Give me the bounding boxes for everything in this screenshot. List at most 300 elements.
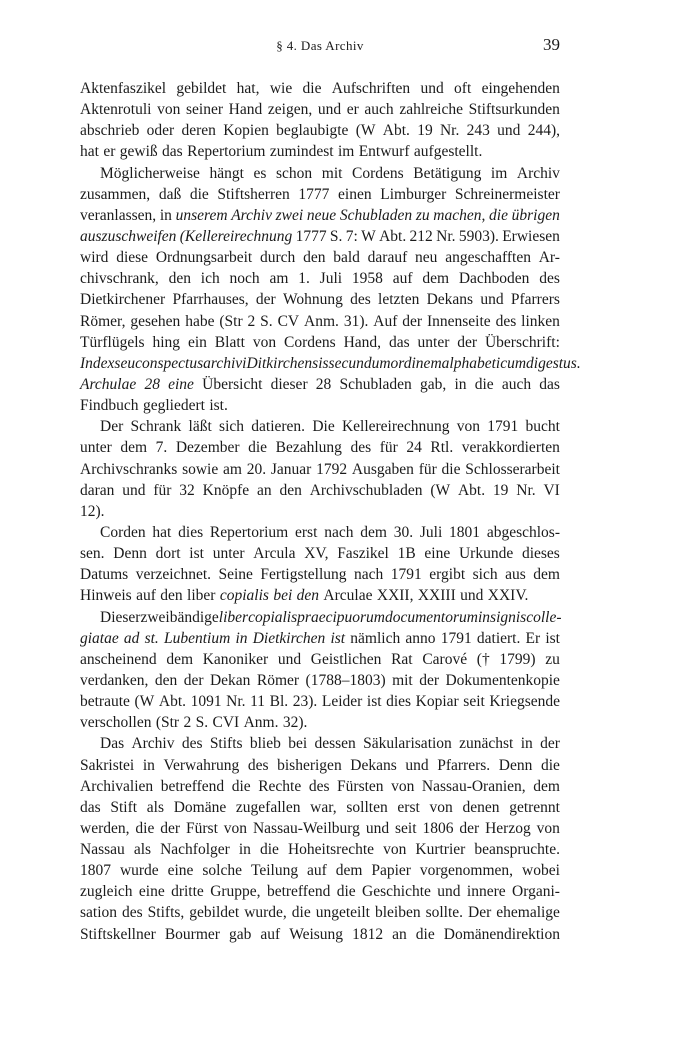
word: Denn	[498, 756, 533, 774]
word: Kanoniker	[202, 650, 269, 668]
word: sich	[472, 566, 498, 584]
word: und	[122, 481, 146, 499]
word: Domäne	[173, 798, 227, 816]
word: in	[159, 206, 172, 224]
word: 1777	[298, 185, 330, 203]
word: unserem	[175, 206, 228, 224]
text-line	[80, 141, 560, 162]
word: Repertorium	[187, 143, 266, 161]
word: die	[415, 925, 435, 943]
text-line	[80, 607, 560, 628]
word: Arculae	[323, 587, 373, 605]
word: von	[429, 798, 453, 816]
word: und	[365, 819, 390, 837]
word: Geschichte	[362, 883, 431, 901]
word: des	[350, 291, 371, 309]
word: Nr.	[439, 122, 460, 140]
word: der	[402, 312, 423, 330]
word: veranlassen,	[80, 206, 157, 224]
word: Organi-	[512, 883, 560, 901]
word: solche	[202, 862, 242, 880]
word: eine	[167, 862, 194, 880]
word: ist	[366, 693, 382, 711]
word: Urkunde	[458, 545, 514, 563]
word: nach	[324, 523, 354, 541]
word: Dokumentenkopie	[445, 671, 560, 689]
word: anscheinend	[80, 650, 157, 668]
word: wobei	[522, 862, 560, 880]
word: Türflügels	[80, 333, 145, 351]
word: Erwiesen	[502, 227, 560, 245]
word: Rat	[391, 650, 413, 668]
word: für	[379, 439, 398, 457]
word: Juli	[319, 270, 343, 288]
word: habe	[185, 312, 215, 330]
word: im	[490, 164, 508, 182]
word: 1801	[449, 523, 481, 541]
word: gebildet	[176, 80, 227, 97]
word: 32	[179, 481, 195, 499]
text-line	[80, 564, 560, 585]
word: in	[142, 756, 155, 774]
word: CVI	[212, 714, 240, 732]
word: dem	[422, 270, 449, 288]
word: 19	[492, 481, 509, 499]
word: anno	[405, 629, 436, 647]
word: in	[454, 375, 467, 393]
word: auf	[307, 862, 327, 880]
text-line	[80, 353, 581, 374]
word: Lubentium	[163, 629, 231, 647]
word: Dekan	[209, 671, 251, 689]
word: auszuschweifen	[80, 227, 177, 245]
word: liber	[187, 587, 216, 605]
word: 30.	[393, 523, 414, 541]
word: zunächst	[459, 735, 514, 753]
word: verzeichnet.	[135, 566, 212, 584]
word: der	[457, 333, 478, 351]
word: die	[474, 375, 494, 393]
page-header	[80, 35, 560, 60]
word: alphabeticum	[441, 354, 527, 372]
word: 7.	[155, 439, 168, 457]
word: eingehenden	[481, 80, 560, 97]
word: sollten	[346, 798, 388, 816]
word: ungeteilt	[315, 904, 370, 922]
word: Limburger	[380, 185, 447, 203]
word: dies	[386, 693, 412, 711]
word: das	[80, 798, 101, 816]
word: schon	[276, 164, 313, 182]
word: Stifts,	[147, 904, 185, 922]
word: von	[157, 101, 181, 119]
word: betreffend	[160, 777, 225, 795]
word: bisherigen	[277, 756, 342, 774]
word: von	[456, 418, 481, 436]
word: Fertigstellung	[260, 566, 347, 584]
word: seiner	[186, 101, 224, 119]
word: als	[133, 841, 152, 859]
word: Schlosserarbeit	[465, 460, 560, 478]
word: bei	[273, 587, 293, 605]
word: und	[437, 883, 461, 901]
word: 212	[409, 227, 433, 245]
word: Dietkirchener	[80, 291, 166, 309]
word: Findbuch	[80, 397, 139, 415]
word: Die	[312, 418, 335, 436]
word: Seine	[218, 566, 253, 584]
word: 1812	[352, 925, 384, 943]
word: zeigen,	[267, 101, 313, 119]
word: Archiv	[516, 164, 560, 182]
text-line	[80, 184, 560, 205]
word: 1.	[298, 270, 310, 288]
word: XXII,	[376, 587, 414, 605]
text-line	[80, 776, 560, 797]
word: linken	[521, 312, 560, 330]
word: sowie	[182, 460, 219, 478]
word: praecipuorum	[297, 608, 385, 626]
word: seit	[463, 693, 485, 711]
word: (W	[355, 122, 376, 140]
word: des	[122, 904, 143, 922]
word: ich	[200, 270, 220, 288]
word: blieb	[249, 735, 281, 753]
word: von	[223, 819, 248, 837]
text-line	[80, 839, 560, 860]
word: copialis	[248, 608, 298, 626]
word: Auf	[373, 312, 398, 330]
word: 1807	[80, 862, 111, 880]
word: für	[153, 481, 172, 499]
word: er	[103, 143, 116, 161]
word: werden,	[80, 819, 130, 837]
word: Datums	[80, 566, 129, 584]
word: seu	[114, 354, 136, 372]
word: 2	[247, 312, 256, 330]
word: XXIV.	[487, 587, 529, 605]
word: diese	[116, 249, 149, 267]
word: Stiftskellner	[80, 925, 156, 943]
word: bucht	[525, 418, 560, 436]
word: Stift	[110, 798, 138, 816]
word: des	[350, 439, 372, 457]
word: XV,	[304, 545, 329, 563]
word: Nassau-Weilburg	[252, 819, 360, 837]
word: und	[497, 122, 521, 140]
word: Archivschranks	[80, 460, 178, 478]
word: 1792	[316, 460, 348, 478]
word: Cordens	[352, 164, 404, 182]
word: dritte	[171, 883, 204, 901]
word: die	[135, 819, 155, 837]
word: von	[536, 819, 560, 837]
word: sen.	[80, 545, 105, 563]
word: Knöpfe	[202, 481, 250, 499]
word: Schubladen	[339, 375, 412, 393]
word: Ditkirchensis	[246, 354, 329, 372]
word: einen	[338, 185, 372, 203]
word: ist	[545, 629, 560, 647]
word: des	[181, 735, 203, 753]
word: Dachboden	[458, 270, 530, 288]
word: Pfarrers.	[437, 756, 491, 774]
word: Entwurf	[358, 143, 410, 161]
word: ordinem	[390, 354, 442, 372]
word: und	[480, 291, 504, 309]
text-line	[80, 628, 560, 649]
word: seit	[395, 819, 417, 837]
word: auch	[364, 101, 394, 119]
word: Archulae	[80, 375, 137, 393]
word: Archivschubladen	[309, 481, 423, 499]
word: Gruppe,	[210, 883, 261, 901]
word: sation	[80, 904, 118, 922]
word: beglaubigte	[276, 122, 349, 140]
word: Schreinermeister	[454, 185, 560, 203]
word: Dezember	[175, 439, 240, 457]
text-line	[80, 670, 560, 691]
word: es	[253, 164, 267, 182]
word: S.	[329, 227, 343, 245]
text-line	[80, 99, 560, 120]
word: Abt.	[457, 481, 486, 499]
text-line	[80, 459, 560, 480]
word: Pfarrers	[510, 291, 560, 309]
word: Das	[100, 735, 125, 753]
word: am	[269, 270, 289, 288]
word: am	[223, 460, 242, 478]
word: läßt	[188, 418, 212, 436]
word: Papier	[371, 862, 411, 880]
word: letzten	[378, 291, 420, 309]
word: 1791	[390, 566, 422, 584]
word: gegliedert	[142, 397, 205, 415]
word: 23).	[292, 693, 318, 711]
word: durch	[260, 249, 296, 267]
word: secundum	[328, 354, 391, 372]
text-line	[80, 268, 560, 289]
word: Schubladen	[339, 206, 413, 224]
word: Index	[80, 354, 115, 372]
word: Pfarrhauses,	[172, 291, 249, 309]
word: dem	[166, 650, 193, 668]
text-line	[80, 733, 560, 754]
word: die	[248, 439, 268, 457]
word: Archiv	[131, 735, 175, 753]
text-line	[80, 395, 560, 416]
word: sich	[219, 418, 245, 436]
word: dort	[155, 545, 181, 563]
word: dies	[178, 523, 204, 541]
word: eine	[168, 375, 194, 393]
word: wurde	[119, 862, 159, 880]
word: machen,	[433, 206, 486, 224]
word: als	[146, 798, 164, 816]
text-line	[80, 437, 560, 458]
word: Stiftsherren	[217, 185, 290, 203]
word: hängt	[209, 164, 244, 182]
word: mit	[321, 164, 343, 182]
word: das	[388, 333, 410, 351]
word: darauf	[367, 249, 408, 267]
word: getrennt	[509, 798, 560, 816]
word: nach	[354, 566, 384, 584]
word: mit	[392, 671, 413, 689]
word: aus	[505, 566, 526, 584]
word: betreffend	[266, 883, 331, 901]
word: beanspruchte.	[474, 841, 560, 859]
word: (Str	[155, 714, 180, 732]
word: den	[160, 587, 183, 605]
word: gebildet	[189, 904, 240, 922]
word: Hinweis	[80, 587, 132, 605]
word: datieren.	[251, 418, 306, 436]
word: gab,	[420, 375, 447, 393]
word: der	[160, 819, 181, 837]
word: zweibändige	[140, 608, 219, 626]
word: deren	[181, 122, 216, 140]
word: Kriegsende	[489, 693, 560, 711]
word: Ordnungsarbeit	[155, 249, 253, 267]
word: Römer,	[80, 312, 126, 330]
word: bei	[288, 735, 308, 753]
word: S.	[195, 714, 209, 732]
word: die	[189, 185, 209, 203]
word: eine	[424, 545, 451, 563]
word: Nachfolger	[160, 841, 230, 859]
word: Überschrift:	[484, 333, 560, 351]
word: Ausgaben	[351, 460, 414, 478]
word: Nassau	[80, 841, 125, 859]
text-line	[80, 649, 560, 670]
word: Er	[525, 629, 541, 647]
word: Cordens	[284, 333, 336, 351]
word: Säkularisation	[363, 735, 452, 753]
word: Innenseite	[426, 312, 491, 330]
word: den	[154, 671, 178, 689]
word: st.	[144, 629, 159, 647]
word: dem	[533, 777, 560, 795]
word: Dietkirchen	[252, 629, 326, 647]
word: 1958	[351, 270, 383, 288]
word: Fürsten	[337, 777, 384, 795]
text-line	[80, 480, 560, 501]
word: dem	[360, 523, 387, 541]
word: chivschrank,	[80, 270, 159, 288]
word: Schrank	[130, 418, 182, 436]
word: Dekans	[426, 291, 474, 309]
word: nämlich	[350, 629, 401, 647]
word: (†	[476, 650, 490, 668]
word: Kopien	[223, 122, 269, 140]
text-line	[80, 881, 560, 902]
word: dem	[120, 439, 148, 457]
word: die	[231, 777, 251, 795]
word: die	[336, 883, 356, 901]
word: documentorum	[384, 608, 478, 626]
text-line	[80, 543, 560, 564]
word: dieses	[521, 545, 560, 563]
word: Hoheitsrechte	[287, 841, 375, 859]
word: Aktenrotuli	[80, 101, 152, 119]
word: daß	[158, 185, 182, 203]
word: Nr.	[436, 227, 456, 245]
word: Abt.	[382, 122, 410, 140]
word: Nr.	[226, 693, 246, 711]
word: gesehen	[130, 312, 181, 330]
word: dieser	[270, 375, 308, 393]
text-line	[80, 311, 560, 332]
word: Juli	[419, 523, 443, 541]
word: der	[183, 671, 204, 689]
word: zugleich	[80, 883, 133, 901]
word: W	[361, 227, 376, 245]
word: in	[238, 841, 251, 859]
word: Stifts	[209, 735, 243, 753]
word: Wohnung	[282, 291, 343, 309]
word: Faszikel	[337, 545, 389, 563]
word: der	[459, 819, 480, 837]
word: das	[162, 143, 183, 161]
word: 7:	[345, 227, 358, 245]
word: (W	[134, 693, 155, 711]
word: den	[296, 587, 320, 605]
body-text	[80, 78, 581, 945]
word: betraute	[80, 693, 130, 711]
word: und	[460, 587, 484, 605]
page-number: 39	[543, 35, 560, 54]
word: ad	[123, 629, 140, 647]
word: Kellereirechnung	[341, 418, 450, 436]
word: Übersicht	[202, 375, 263, 393]
word: dem	[533, 566, 560, 584]
word: Teilung	[250, 862, 299, 880]
word: Nr.	[516, 481, 536, 499]
word: er	[346, 101, 359, 119]
word: 1806	[422, 819, 454, 837]
word: wie	[269, 80, 293, 97]
word: Bl.	[269, 693, 289, 711]
word: abschrieb	[80, 122, 140, 140]
word: 31).	[343, 312, 369, 330]
word: Aktenfaszikel	[80, 80, 167, 97]
word: Dekans	[350, 756, 397, 774]
text-line	[80, 712, 560, 733]
word: Ar-	[538, 249, 560, 267]
word: an	[392, 925, 407, 943]
word: Weisung	[289, 925, 344, 943]
word: bleiben	[374, 904, 421, 922]
word: zwei	[275, 206, 304, 224]
word: 20.	[246, 460, 267, 478]
word: 1791	[487, 418, 519, 436]
text-line	[80, 226, 560, 247]
word: Abt.	[158, 693, 186, 711]
word: der	[255, 291, 276, 309]
word: 243	[466, 122, 490, 140]
word: den	[303, 249, 326, 267]
word: Corden	[100, 523, 146, 541]
word: XXIII	[417, 587, 456, 605]
word: wurde,	[244, 904, 287, 922]
word: hat,	[236, 80, 260, 97]
text-line	[80, 924, 560, 945]
word: Bourmer	[164, 925, 220, 943]
word: auf	[392, 270, 413, 288]
text-line	[80, 902, 560, 923]
word: ist	[189, 545, 204, 563]
